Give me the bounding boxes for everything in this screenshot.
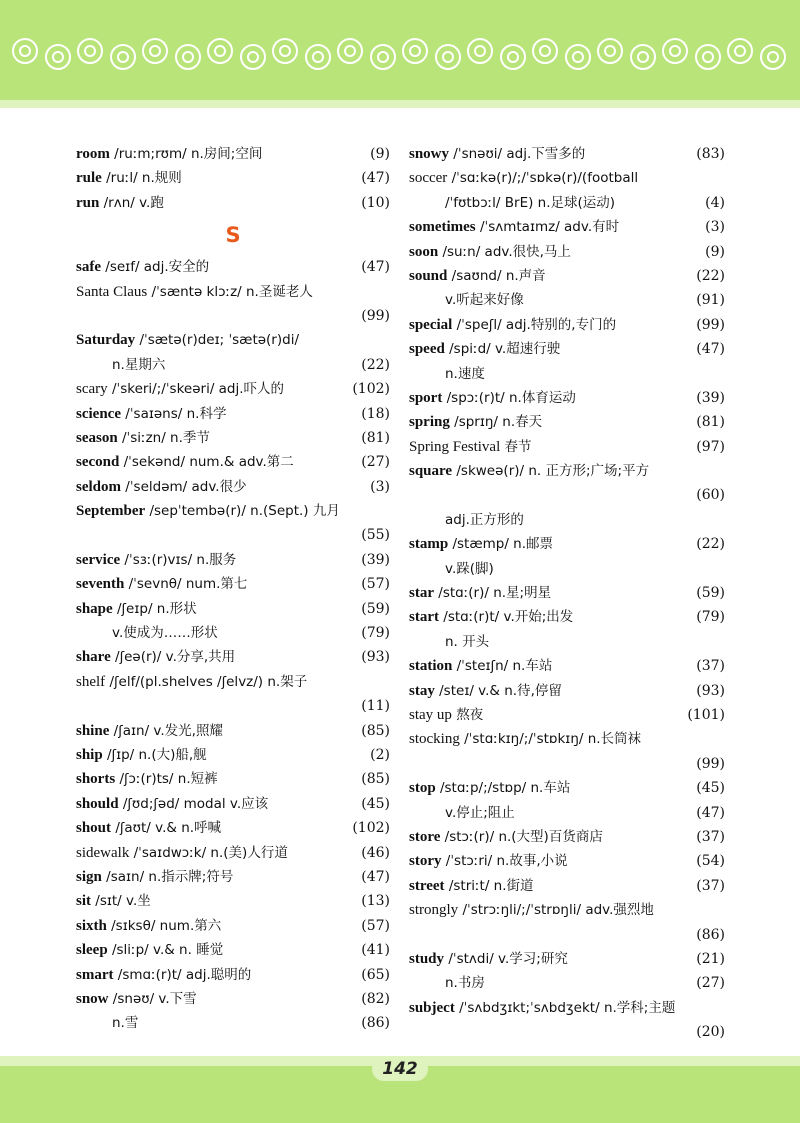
entry-definition: 春节 xyxy=(500,438,532,455)
entry-headword: season xyxy=(76,429,118,446)
entry-headword: room xyxy=(76,146,110,162)
entry-headword: second xyxy=(76,454,120,471)
dictionary-entry xyxy=(409,874,725,898)
dictionary-entry xyxy=(76,499,390,523)
ring-icon xyxy=(695,44,721,70)
entry-unit-number: (37) xyxy=(696,658,725,675)
ring-icon xyxy=(500,44,526,70)
dictionary-entry xyxy=(409,435,725,459)
dictionary-entry xyxy=(409,264,725,288)
dictionary-entry xyxy=(76,353,390,377)
dictionary-entry xyxy=(409,532,725,556)
entry-unit-number: (41) xyxy=(361,942,390,959)
dictionary-entry xyxy=(409,191,725,215)
entry-headword: square xyxy=(409,463,453,480)
entry-unit-number: (4) xyxy=(705,194,725,211)
dictionary-entry xyxy=(76,670,390,694)
entry-definition: /ˈseldəm/ adv.很少 xyxy=(121,478,247,495)
ring-icon xyxy=(760,44,786,70)
entry-unit-number: (57) xyxy=(361,917,390,934)
dictionary-entry xyxy=(409,362,725,386)
entry-definition: /sepˈtembə(r)/ n.(Sept.) 九月 xyxy=(145,503,340,520)
entry-unit-number: (101) xyxy=(687,706,725,723)
entry-unit-number: (9) xyxy=(705,243,725,260)
entry-definition: /ʃʊd;ʃəd/ modal v.应该 xyxy=(118,795,269,812)
entry-unit-number: (47) xyxy=(696,804,725,821)
dictionary-entry xyxy=(76,987,390,1011)
entry-unit-number: (65) xyxy=(361,966,390,983)
entry-definition: /ʃelf/(pl.shelves /ʃelvz/) n.架子 xyxy=(105,673,308,690)
entry-definition: /ˈsaɪdwɔːk/ n.(美)人行道 xyxy=(129,844,288,861)
entry-definition: /striːt/ n.街道 xyxy=(444,877,534,894)
ring-icon xyxy=(662,38,688,64)
entry-definition: /sprɪŋ/ n.春天 xyxy=(449,414,543,431)
entry-definition: /ˈsɜː(r)vɪs/ n.服务 xyxy=(120,551,237,568)
entry-headword: seldom xyxy=(76,478,121,495)
page-header xyxy=(0,0,800,100)
entry-definition: /stɑːp/;/stɒp/ n.车站 xyxy=(435,780,571,797)
entry-definition: v.跺(脚) xyxy=(445,560,494,577)
dictionary-entry xyxy=(76,719,390,743)
entry-unit-number: (93) xyxy=(361,649,390,666)
dictionary-entry xyxy=(76,816,390,840)
entry-unit-number: (37) xyxy=(696,877,725,894)
left-column xyxy=(76,142,390,1036)
entry-unit-number: (47) xyxy=(361,259,390,276)
entry-headword: sign xyxy=(76,868,102,885)
entry-unit-number: (47) xyxy=(361,868,390,885)
dictionary-entry xyxy=(409,240,725,264)
entry-headword: sound xyxy=(409,267,448,284)
entry-headword: soon xyxy=(409,243,439,260)
dictionary-entry xyxy=(76,255,390,279)
dictionary-entry xyxy=(409,215,725,239)
entry-headword: scary xyxy=(76,381,108,398)
entry-definition: /ʃaɪn/ v.发光,照耀 xyxy=(109,722,223,739)
dictionary-entry xyxy=(76,572,390,596)
entry-headword: street xyxy=(409,877,445,894)
dictionary-entry xyxy=(76,191,390,215)
dictionary-entry xyxy=(76,426,390,450)
dictionary-entry xyxy=(409,971,725,995)
dictionary-entry xyxy=(76,914,390,938)
dictionary-entry xyxy=(409,996,725,1020)
dictionary-entry xyxy=(409,801,725,825)
dictionary-entry xyxy=(76,523,390,547)
dictionary-entry xyxy=(409,630,725,654)
entry-definition: /ˈsaɪəns/ n.科学 xyxy=(120,405,227,422)
dictionary-entry xyxy=(76,548,390,572)
entry-unit-number: (11) xyxy=(361,698,390,715)
entry-unit-number: (22) xyxy=(696,536,725,553)
entry-headword: special xyxy=(409,316,453,333)
ring-icon xyxy=(337,38,363,64)
entry-definition: /seɪf/ adj.安全的 xyxy=(101,259,210,276)
dictionary-entry xyxy=(409,313,725,337)
dictionary-entry xyxy=(409,727,725,751)
dictionary-entry xyxy=(76,792,390,816)
section-letter: S xyxy=(225,223,241,248)
entry-definition: /ˈsevnθ/ num.第七 xyxy=(124,576,248,593)
ring-icon xyxy=(532,38,558,64)
entry-headword: sit xyxy=(76,893,91,910)
entry-headword: star xyxy=(409,585,434,602)
entry-unit-number: (86) xyxy=(696,926,725,943)
entry-definition: /spɔː(r)t/ n.体育运动 xyxy=(442,389,576,406)
entry-definition: /steɪ/ v.& n.待,停留 xyxy=(434,682,562,699)
dictionary-entry xyxy=(409,898,725,922)
ring-icon xyxy=(402,38,428,64)
entry-headword: September xyxy=(76,503,146,520)
dictionary-entry xyxy=(409,508,725,532)
entry-unit-number: (81) xyxy=(361,429,390,446)
entry-unit-number: (22) xyxy=(696,267,725,284)
entry-definition: n. 开头 xyxy=(445,633,490,650)
entry-definition: /sɪksθ/ num.第六 xyxy=(106,917,222,934)
dictionary-entry xyxy=(409,166,725,190)
entry-unit-number: (45) xyxy=(696,780,725,797)
entry-headword: seventh xyxy=(76,576,125,593)
entry-headword: sidewalk xyxy=(76,844,130,861)
entry-headword: sport xyxy=(409,389,443,406)
entry-headword: service xyxy=(76,551,121,568)
entry-unit-number: (85) xyxy=(361,722,390,739)
entry-unit-number: (46) xyxy=(361,844,390,861)
entry-definition: /sliːp/ v.& n. 睡觉 xyxy=(107,942,224,959)
dictionary-entry xyxy=(409,776,725,800)
entry-unit-number: (59) xyxy=(361,600,390,617)
page-number: 142 xyxy=(372,1057,428,1081)
dictionary-entry xyxy=(409,1020,725,1044)
entry-headword: stay xyxy=(409,682,435,699)
entry-definition: /ˈstrɔːŋli/;/ˈstrɒŋli/ adv.强烈地 xyxy=(458,902,654,919)
entry-definition: /ˈsiːzn/ n.季节 xyxy=(117,429,210,446)
dictionary-entry xyxy=(76,280,390,304)
entry-headword: Spring Festival xyxy=(409,438,501,455)
dictionary-entry xyxy=(76,450,390,474)
ring-icon xyxy=(272,38,298,64)
entry-unit-number: (10) xyxy=(361,194,390,211)
entry-headword: soccer xyxy=(409,170,448,187)
entry-definition: adj.正方形的 xyxy=(445,511,524,528)
entry-definition: /ʃeə(r)/ v.分享,共用 xyxy=(110,649,236,666)
ring-icon xyxy=(305,44,331,70)
entry-unit-number: (3) xyxy=(705,219,725,236)
header-ring-decoration xyxy=(12,36,800,76)
dictionary-entry xyxy=(409,752,725,776)
entry-unit-number: (18) xyxy=(361,405,390,422)
entry-definition: /saɪn/ n.指示牌;符号 xyxy=(101,868,234,885)
entry-definition: v.停止;阻止 xyxy=(445,804,515,821)
entry-definition: v.听起来好像 xyxy=(445,292,524,309)
ring-icon xyxy=(435,44,461,70)
ring-icon xyxy=(175,44,201,70)
entry-definition: /ʃeɪp/ n.形状 xyxy=(112,600,197,617)
ring-icon xyxy=(597,38,623,64)
entry-unit-number: (27) xyxy=(361,454,390,471)
entry-definition: 熬夜 xyxy=(451,706,484,723)
entry-headword: share xyxy=(76,649,111,666)
dictionary-entry xyxy=(76,767,390,791)
entry-unit-number: (39) xyxy=(696,389,725,406)
entry-headword: stay up xyxy=(409,706,452,723)
dictionary-entry xyxy=(409,654,725,678)
entry-headword: sixth xyxy=(76,917,107,934)
entry-definition: /ʃaʊt/ v.& n.呼喊 xyxy=(111,820,222,837)
ring-icon xyxy=(565,44,591,70)
entry-unit-number: (99) xyxy=(696,755,725,772)
entry-headword: stop xyxy=(409,780,436,797)
entry-definition: /saʊnd/ n.声音 xyxy=(447,267,546,284)
entry-unit-number: (97) xyxy=(696,438,725,455)
entry-unit-number: (102) xyxy=(352,820,390,837)
entry-definition: /ˈspeʃl/ adj.特别的,专门的 xyxy=(452,316,617,333)
dictionary-entry xyxy=(409,142,725,166)
entry-definition: n.速度 xyxy=(445,365,485,382)
entry-headword: stocking xyxy=(409,731,460,748)
ring-icon xyxy=(727,38,753,64)
entry-unit-number: (37) xyxy=(696,828,725,845)
entry-headword: safe xyxy=(76,259,101,276)
ring-icon xyxy=(370,44,396,70)
ring-icon xyxy=(240,44,266,70)
entry-definition: /ˈsekənd/ num.& adv.第二 xyxy=(119,454,294,471)
entry-headword: shorts xyxy=(76,771,116,788)
dictionary-entry xyxy=(76,645,390,669)
entry-definition: /ˈsɑːkə(r)/;/ˈsɒkə(r)/(football xyxy=(447,170,639,187)
entry-headword: stamp xyxy=(409,536,449,553)
entry-definition: n.雪 xyxy=(112,1015,139,1032)
dictionary-entry xyxy=(76,328,390,352)
entry-unit-number: (20) xyxy=(696,1024,725,1041)
entry-definition: /ˈsnəʊi/ adj.下雪多的 xyxy=(449,146,586,162)
ring-icon xyxy=(12,38,38,64)
entry-unit-number: (85) xyxy=(361,771,390,788)
entry-definition: /ˈsæntə klɔːz/ n.圣诞老人 xyxy=(147,283,313,300)
entry-headword: rule xyxy=(76,170,102,187)
entry-headword: speed xyxy=(409,341,445,358)
entry-unit-number: (91) xyxy=(696,292,725,309)
entry-headword: snowy xyxy=(409,146,450,162)
entry-definition: /stɑː(r)t/ v.开始;出发 xyxy=(439,609,574,626)
dictionary-entry xyxy=(76,963,390,987)
entry-definition: /ˈfʊtbɔːl/ BrE) n.足球(运动) xyxy=(445,194,616,211)
entry-definition: /ˈskeri/;/ˈskeəri/ adj.吓人的 xyxy=(107,381,285,398)
dictionary-entry xyxy=(409,337,725,361)
entry-unit-number: (27) xyxy=(696,975,725,992)
entry-unit-number: (81) xyxy=(696,414,725,431)
dictionary-entry xyxy=(76,743,390,767)
ring-icon xyxy=(467,38,493,64)
entry-headword: should xyxy=(76,795,119,812)
entry-definition: /snəʊ/ v.下雪 xyxy=(108,990,197,1007)
entry-definition: /spiːd/ v.超速行驶 xyxy=(444,341,561,358)
entry-headword: shelf xyxy=(76,673,106,690)
entry-headword: station xyxy=(409,658,453,675)
entry-unit-number: (79) xyxy=(696,609,725,626)
entry-definition: /ʃɔː(r)ts/ n.短裤 xyxy=(115,771,218,788)
dictionary-entry xyxy=(409,825,725,849)
dictionary-entry xyxy=(76,304,390,328)
entry-headword: strongly xyxy=(409,902,459,919)
dictionary-entry xyxy=(76,166,390,190)
entry-unit-number: (45) xyxy=(361,795,390,812)
dictionary-entry xyxy=(409,557,725,581)
entry-unit-number: (59) xyxy=(696,585,725,602)
header-band xyxy=(0,100,800,108)
entry-definition: /ˈstɑːkɪŋ/;/ˈstɒkɪŋ/ n.长筒袜 xyxy=(459,731,642,748)
dictionary-entry xyxy=(409,849,725,873)
entry-unit-number: (47) xyxy=(361,170,390,187)
entry-headword: sleep xyxy=(76,942,108,959)
entry-definition: /ˈstʌdi/ v.学习;研究 xyxy=(444,950,568,967)
entry-headword: start xyxy=(409,609,439,626)
entry-headword: story xyxy=(409,853,442,870)
dictionary-entry xyxy=(76,1011,390,1035)
dictionary-entry xyxy=(409,947,725,971)
entry-unit-number: (82) xyxy=(361,990,390,1007)
entry-definition: /ruːl/ n.规则 xyxy=(101,170,182,187)
ring-icon xyxy=(110,44,136,70)
entry-headword: shape xyxy=(76,600,113,617)
entry-headword: shout xyxy=(76,820,112,837)
entry-unit-number: (93) xyxy=(696,682,725,699)
entry-unit-number: (21) xyxy=(696,950,725,967)
entry-headword: shine xyxy=(76,722,110,739)
dictionary-entry xyxy=(76,841,390,865)
dictionary-entry xyxy=(409,459,725,483)
entry-unit-number: (39) xyxy=(361,551,390,568)
entry-unit-number: (22) xyxy=(361,356,390,373)
entry-definition: /ˈsætə(r)deɪ; ˈsætə(r)di/ xyxy=(135,332,299,349)
entry-definition: /suːn/ adv.很快,马上 xyxy=(438,243,571,260)
entry-headword: Santa Claus xyxy=(76,283,148,300)
dictionary-entry xyxy=(409,679,725,703)
dictionary-entry xyxy=(409,386,725,410)
entry-unit-number: (47) xyxy=(696,341,725,358)
entry-unit-number: (60) xyxy=(696,487,725,504)
entry-headword: spring xyxy=(409,414,450,431)
entry-definition: /rʌn/ v.跑 xyxy=(99,194,164,211)
dictionary-entry xyxy=(409,288,725,312)
entry-definition: /ˈsʌmtaɪmz/ adv.有时 xyxy=(475,219,620,236)
entry-definition: /stɑː(r)/ n.星;明星 xyxy=(434,585,552,602)
ring-icon xyxy=(77,38,103,64)
entry-headword: store xyxy=(409,828,441,845)
entry-definition: n.星期六 xyxy=(112,356,166,373)
entry-headword: snow xyxy=(76,990,109,1007)
entry-unit-number: (55) xyxy=(361,527,390,544)
entry-unit-number: (102) xyxy=(352,381,390,398)
entry-unit-number: (99) xyxy=(696,316,725,333)
entry-definition: v.使成为……形状 xyxy=(112,625,218,642)
entry-unit-number: (86) xyxy=(361,1015,390,1032)
ring-icon xyxy=(45,44,71,70)
right-column xyxy=(409,142,725,1044)
ring-icon xyxy=(207,38,233,64)
dictionary-entry xyxy=(76,142,390,166)
entry-unit-number: (9) xyxy=(370,146,390,162)
entry-unit-number: (99) xyxy=(361,307,390,324)
entry-definition: /ˈstɔːri/ n.故事,小说 xyxy=(441,853,568,870)
dictionary-entry xyxy=(409,605,725,629)
dictionary-entry xyxy=(409,703,725,727)
entry-unit-number: (2) xyxy=(370,746,390,763)
entry-definition: /stæmp/ n.邮票 xyxy=(448,536,554,553)
dictionary-entry xyxy=(409,923,725,947)
entry-definition: /skweə(r)/ n. 正方形;广场;平方 xyxy=(452,463,650,480)
dictionary-entry xyxy=(409,410,725,434)
entry-headword: smart xyxy=(76,966,114,983)
dictionary-entry xyxy=(76,597,390,621)
dictionary-entry xyxy=(76,889,390,913)
ring-icon xyxy=(142,38,168,64)
entry-unit-number: (83) xyxy=(696,146,725,162)
entry-unit-number: (54) xyxy=(696,853,725,870)
entry-headword: ship xyxy=(76,746,103,763)
entry-headword: subject xyxy=(409,999,455,1016)
dictionary-entry xyxy=(409,483,725,507)
dictionary-entry xyxy=(409,581,725,605)
dictionary-entry xyxy=(76,938,390,962)
entry-unit-number: (57) xyxy=(361,576,390,593)
dictionary-entry xyxy=(76,865,390,889)
entry-headword: Saturday xyxy=(76,332,136,349)
entry-definition: /stɔː(r)/ n.(大型)百货商店 xyxy=(440,828,603,845)
entry-definition: /ˈsteɪʃn/ n.车站 xyxy=(452,658,553,675)
entry-definition: /ˈsʌbdʒɪkt;ˈsʌbdʒekt/ n.学科;主题 xyxy=(454,999,676,1016)
dictionary-entry xyxy=(76,621,390,645)
dictionary-entry xyxy=(76,377,390,401)
entry-unit-number: (13) xyxy=(361,893,390,910)
entry-definition: /ʃɪp/ n.(大)船,舰 xyxy=(102,746,207,763)
ring-icon xyxy=(630,44,656,70)
entry-headword: science xyxy=(76,405,121,422)
entry-headword: study xyxy=(409,950,445,967)
entry-definition: /sɪt/ v.坐 xyxy=(91,893,151,910)
dictionary-entry xyxy=(76,694,390,718)
entry-definition: n.书房 xyxy=(445,975,485,992)
entry-unit-number: (3) xyxy=(370,478,390,495)
entry-unit-number: (79) xyxy=(361,625,390,642)
dictionary-entry xyxy=(76,475,390,499)
entry-definition: /smɑː(r)t/ adj.聪明的 xyxy=(113,966,252,983)
entry-headword: sometimes xyxy=(409,219,476,236)
entry-definition: /ruːm;rʊm/ n.房间;空间 xyxy=(109,146,263,162)
entry-headword: run xyxy=(76,194,100,211)
dictionary-entry xyxy=(76,402,390,426)
